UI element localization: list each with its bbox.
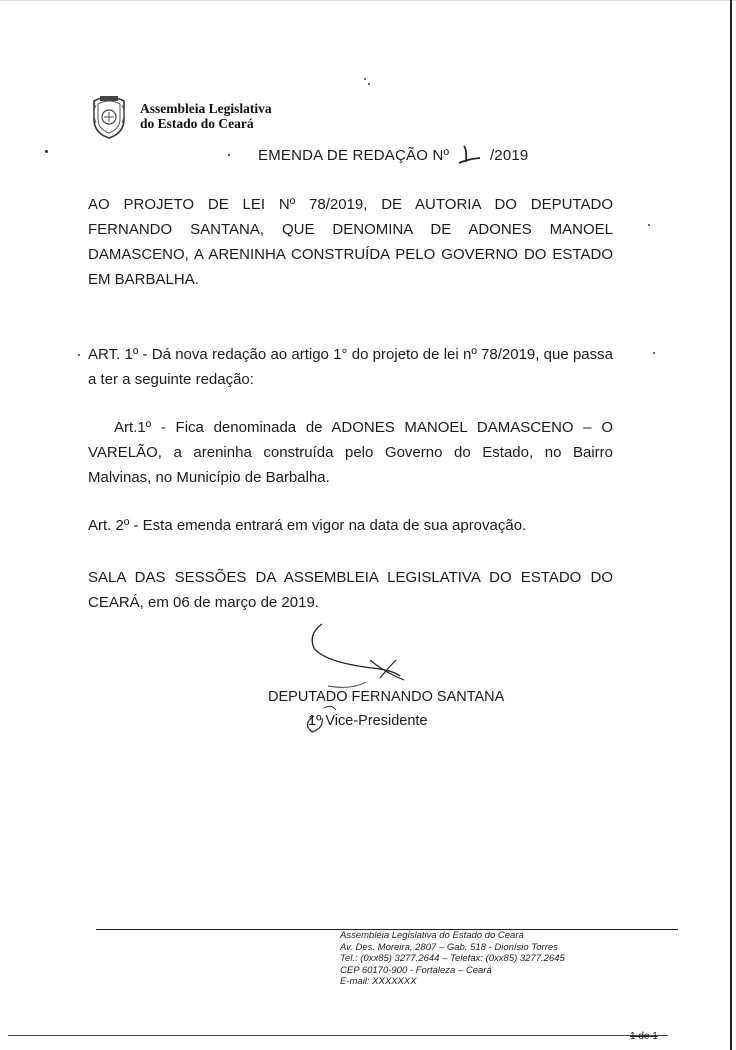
organization-name	[140, 101, 272, 131]
article-1-new-text: Art.1º - Fica denominada de ADONES MANOEL DAMASCENO – O VARELÃO, a areninha construída pelo Governo do Estado, no Bairro Malvinas, no Município de Barbalha.	[88, 419, 613, 486]
state-seal-icon	[90, 93, 128, 139]
letterhead	[90, 93, 272, 139]
footer-line-1: Assembléia Legislativa do Estado do Ceará	[340, 930, 524, 941]
document-title	[258, 144, 528, 166]
title-prefix: EMENDA DE REDAÇÃO Nº	[258, 147, 450, 164]
title-suffix: /2019	[489, 147, 529, 164]
scan-speck	[648, 224, 650, 226]
bottom-divider	[8, 1035, 668, 1036]
footer-line-4: CEP 60170-900 - Fortaleza – Ceará	[340, 964, 492, 976]
footer-line-3: Tel.: (0xx85) 3277.2644 – Telefax: (0xx85) 3277.2645	[340, 953, 565, 964]
scan-speck	[653, 352, 655, 354]
org-name-line-1: Assembleia Legislativa	[140, 101, 272, 116]
scan-speck	[78, 354, 80, 356]
org-name-line-2: do Estado do Ceará	[140, 116, 254, 131]
page-right-edge	[730, 0, 732, 1050]
signatory-role: 1º Vice-Presidente	[308, 713, 428, 729]
scan-speck	[368, 83, 370, 85]
scan-speck	[228, 154, 230, 156]
page-number: 1 de 1	[630, 1031, 658, 1042]
article-1: ART. 1º - Dá nova redação ao artigo 1° do projeto de lei nº 78/2019, que passa a ter a seguinte redação:	[88, 346, 613, 388]
article-2: Art. 2º - Esta emenda entrará em vigor na data de sua aprovação.	[88, 517, 527, 534]
signatory-name: DEPUTADO FERNANDO SANTANA	[268, 689, 505, 705]
footer-line-2: Av. Des. Moreira, 2807 – Gab. 518 - Dionísio Torres	[340, 941, 558, 953]
scan-speck	[45, 150, 48, 153]
ementa-paragraph: AO PROJETO DE LEI Nº 78/2019, DE AUTORIA DO DEPUTADO FERNANDO SANTANA, QUE DENOMINA DE ADONES MANOEL DAMASCENO, A ARENINHA CONSTRUÍDA PELO GOVERNO DO ESTADO EM BARBALHA.	[88, 196, 613, 288]
footer-line-5: E-mail: XXXXXXX	[340, 976, 417, 987]
footer-address	[340, 930, 565, 988]
page-top-edge	[0, 0, 736, 1]
closing-place-date: SALA DAS SESSÕES DA ASSEMBLEIA LEGISLATIVA DO ESTADO DO CEARÁ, em 06 de março de 2019.	[88, 569, 613, 611]
scan-speck	[364, 78, 366, 80]
handwritten-number-mark	[456, 144, 484, 166]
